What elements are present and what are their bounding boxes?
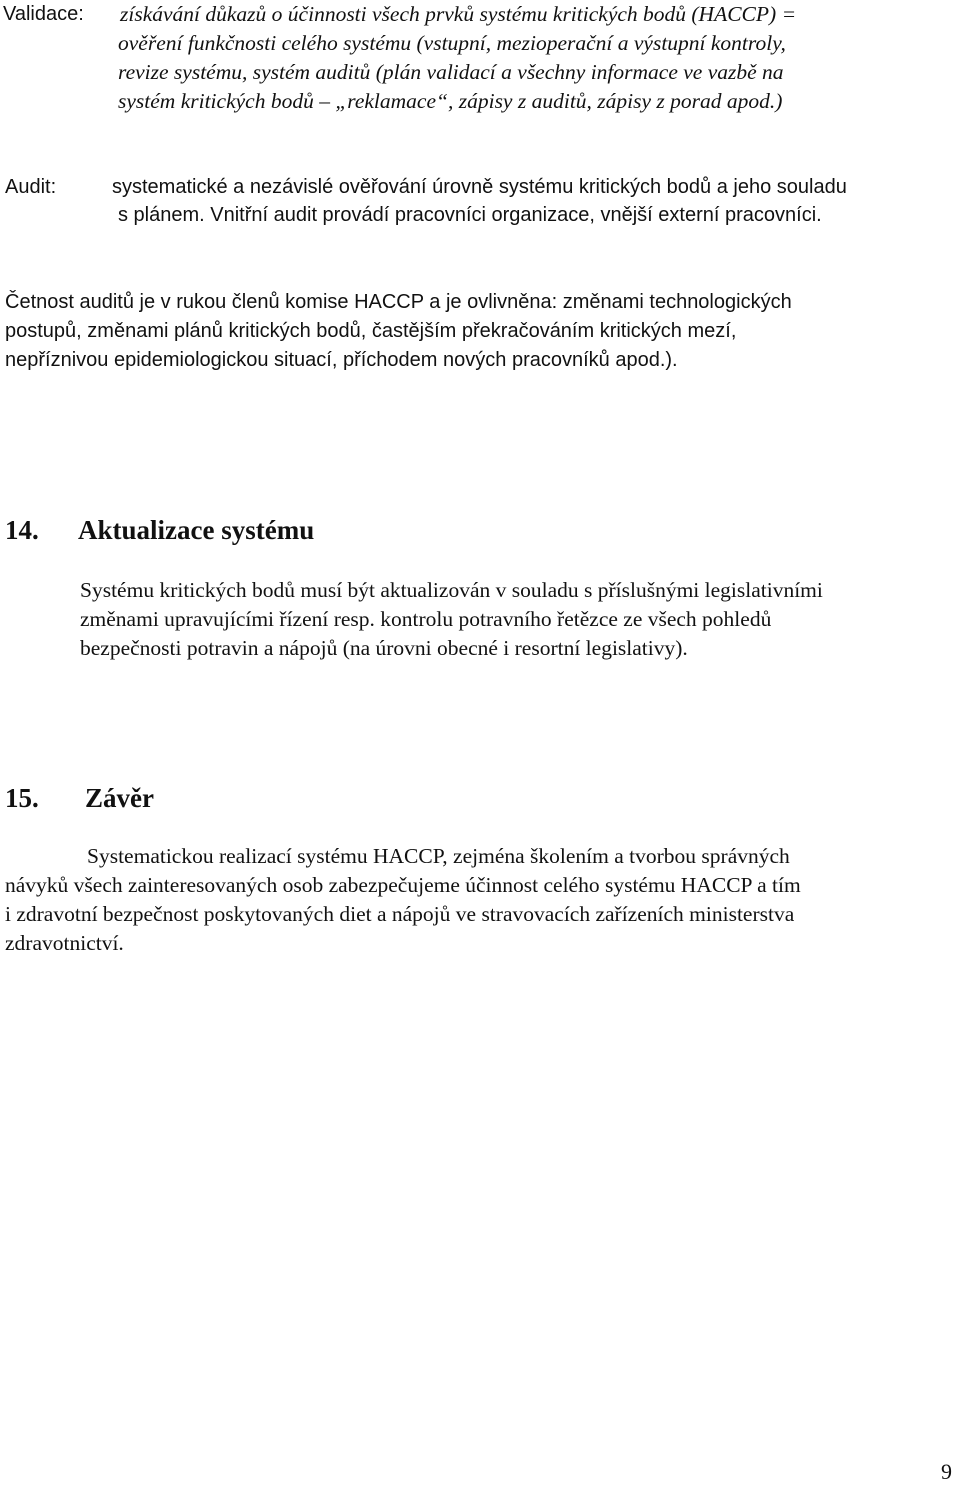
section-15-number: 15. bbox=[5, 783, 39, 813]
section-14-title: Aktualizace systému bbox=[78, 515, 315, 545]
audit-term: Audit: bbox=[5, 176, 57, 198]
section-14-paragraph bbox=[80, 576, 823, 663]
validace-line-2: ověření funkčnosti celého systému (vstupní, mezioperační a výstupní kontroly, bbox=[118, 31, 786, 55]
audit-line-2: s plánem. Vnitřní audit provádí pracovníci organizace, vnější externí pracovníci. bbox=[118, 204, 822, 226]
validace-term: Validace: bbox=[3, 3, 84, 25]
validace-line-3 bbox=[118, 58, 784, 87]
section-15-paragraph bbox=[5, 842, 801, 958]
section-15-line-1: Systematickou realizací systému HACCP, zejména školením a tvorbou správných bbox=[87, 844, 790, 868]
validace-line-4: systém kritických bodů – „reklamace“, zápisy z auditů, zápisy z porad apod.) bbox=[118, 89, 783, 113]
validace-line-3-normal: revize systému, systém auditů ( bbox=[118, 60, 383, 84]
section-14-line-3: bezpečnosti potravin a nápojů (na úrovni obecné i resortní legislativy). bbox=[80, 636, 688, 660]
section-15-title: Závěr bbox=[85, 783, 154, 813]
section-14-line-2: změnami upravujícími řízení resp. kontrolu potravního řetězce ze všech pohledů bbox=[80, 607, 772, 631]
validace-line-1: získávání důkazů o účinnosti všech prvků systému kritických bodů (HACCP) = bbox=[120, 2, 797, 26]
section-14-line-1: Systému kritických bodů musí být aktualizován v souladu s příslušnými legislativními bbox=[80, 578, 823, 602]
section-15-line-3: i zdravotní bezpečnost poskytovaných diet a nápojů ve stravovacích zařízeních ministerstva bbox=[5, 902, 795, 926]
cetnost-paragraph bbox=[5, 288, 792, 375]
section-14-number: 14. bbox=[5, 515, 39, 545]
cetnost-line-2: postupů, změnami plánů kritických bodů, častějším překračováním kritických mezí, bbox=[5, 320, 737, 342]
page-number: 9 bbox=[941, 1459, 952, 1484]
cetnost-line-1: Četnost auditů je v rukou členů komise HACCP a je ovlivněna: změnami technologických bbox=[5, 291, 792, 313]
cetnost-line-3: nepříznivou epidemiologickou situací, příchodem nových pracovníků apod.). bbox=[5, 349, 678, 371]
section-15-line-2: návyků všech zainteresovaných osob zabezpečujeme účinnost celého systému HACCP a tím bbox=[5, 873, 801, 897]
section-15-line-4: zdravotnictví. bbox=[5, 931, 124, 955]
validace-line-3-italic: plán validací a všechny informace ve vazbě na bbox=[382, 60, 784, 84]
audit-line-1: systematické a nezávislé ověřování úrovně systému kritických bodů a jeho souladu bbox=[112, 176, 847, 198]
